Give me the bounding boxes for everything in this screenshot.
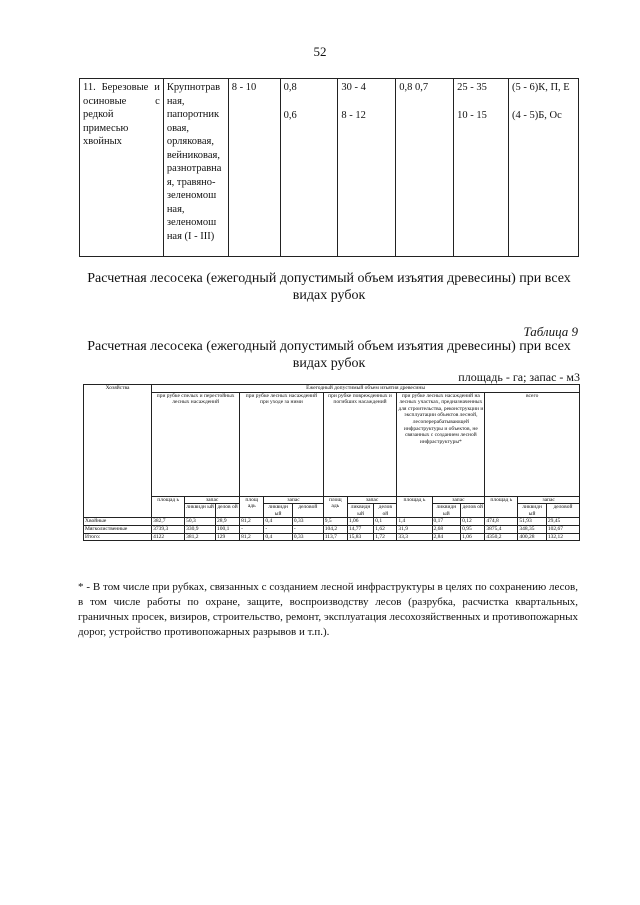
density-value-1: 0,8 [283, 82, 297, 93]
farm-cell: Итого: [84, 533, 152, 541]
data-cell: 113,7 [323, 533, 347, 541]
data-cell: 348,35 [518, 525, 547, 533]
col5-value-2: 8 - 12 [341, 109, 366, 121]
data-cell: 0,33 [292, 533, 323, 541]
data-cell: 1,4 [397, 518, 432, 526]
table-row [84, 533, 580, 541]
liquid-header: ликвидн ый [347, 504, 373, 518]
allowable-cut-table [83, 384, 580, 541]
group-infrastructure: при рубке лесных насаждений на лесных участках, предназначенных для строительства, реконструкции и эксплуатации объектов лесной, лесоперерабатывающей инфраструктуры и объектов, не связанных с созданием лесной инфраструктуры* [397, 392, 485, 496]
data-cell: 15,83 [347, 533, 373, 541]
table-label: Таблица 9 [523, 324, 578, 339]
liquid-header: ликвидн ый [518, 504, 547, 518]
business-header: делов ой [374, 504, 397, 518]
liquid-header: ликвидн ый [185, 504, 216, 518]
col6-cell [396, 79, 454, 257]
data-cell: 0,33 [292, 518, 323, 526]
continuation-table [79, 78, 579, 257]
age-cell [228, 79, 280, 257]
stock-header: запас [432, 496, 485, 504]
col5-cell [338, 79, 396, 257]
density-value-2: 0,6 [283, 109, 297, 121]
data-cell: 2,68 [432, 525, 461, 533]
data-cell: 0,4 [264, 533, 293, 541]
data-cell: 0,12 [461, 518, 485, 526]
composition-value-2: (4 - 5)Б, Ос [511, 109, 562, 121]
units-note: площадь - га; запас - м3 [458, 370, 580, 384]
business-header: делов ой [461, 504, 485, 518]
data-cell: 400,28 [518, 533, 547, 541]
data-cell: 0,1 [374, 518, 397, 526]
stand-group-name: 11. Березовые и осиновые с редкой примесью хвойных [80, 79, 164, 257]
footnote: * - В том числе при рубках, связанных с созданием лесной инфраструктуры в целях по сохранению лесов, в том числе работы по охране, защите, воспроизводству лесов (разрубка, расчистка квартальных, граничных просек, визиров, строительство, ремонт, эксплуатация лесохозяйственных и противопожарных дорог, устройство противопожарных разрывов и т.п.). [78, 581, 578, 638]
data-cell: 0,4 [264, 518, 293, 526]
forest-type-cell: Крупнотрав ная, папоротник овая, орляковая, вейниковая, разнотравна я, травяно-зеленомош ная, зеленомош ная (I - III) [163, 79, 228, 257]
data-cell: 0,17 [432, 518, 461, 526]
table-row [84, 525, 580, 533]
data-cell: 381,2 [185, 533, 216, 541]
data-cell: 104,2 [323, 525, 347, 533]
business-header: делов ой [215, 504, 239, 518]
area-header: площад ь [485, 496, 518, 518]
data-cell: - [292, 525, 323, 533]
data-cell: 81,2 [240, 518, 264, 526]
data-cell: 382,7 [152, 518, 185, 526]
business-header: деловой [292, 504, 323, 518]
page-number: 52 [313, 44, 327, 59]
header-row-2 [84, 392, 580, 496]
col5-value-1: 30 - 4 [341, 82, 366, 93]
data-cell: 3875,4 [485, 525, 518, 533]
liquid-header: ликвидн ый [264, 504, 293, 518]
stock-header: запас [264, 496, 323, 504]
group-total: всего [485, 392, 580, 496]
data-cell: 9,5 [323, 518, 347, 526]
data-cell: 102,67 [546, 525, 579, 533]
area-header: площ адь [240, 496, 264, 518]
data-cell: 28,9 [215, 518, 239, 526]
data-cell: 50,3 [185, 518, 216, 526]
data-cell: - [264, 525, 293, 533]
density-cell [280, 79, 338, 257]
data-cell: 3739,3 [152, 525, 185, 533]
group-damaged: при рубке поврежденных и погибших насаждений [323, 392, 397, 496]
data-cell: 31,9 [397, 525, 432, 533]
data-cell: 0,95 [461, 525, 485, 533]
area-header: площ адь [323, 496, 347, 518]
data-cell: 2,84 [432, 533, 461, 541]
data-cell: 29,45 [546, 518, 579, 526]
group-mature: при рубке спелых и перестойных лесных насаждений [152, 392, 240, 496]
data-cell: 1,06 [347, 518, 373, 526]
header-row-3 [84, 496, 580, 504]
farm-cell: Хвойные [84, 518, 152, 526]
area-header: площад ь [397, 496, 432, 518]
col7-value-2: 10 - 15 [457, 109, 487, 121]
data-cell: 4122 [152, 533, 185, 541]
farm-cell: Мягколиственные [84, 525, 152, 533]
area-header: площад ь [152, 496, 185, 518]
main-header: Ежегодный допустимый объем изъятия древесины [152, 385, 580, 393]
table-row [84, 518, 580, 526]
data-cell: 1,72 [374, 533, 397, 541]
group-thinning: при рубке лесных насаждений при уходе за ними [240, 392, 324, 496]
composition-cell [508, 79, 578, 257]
farm-header: Хозяйства [84, 385, 152, 518]
data-cell: - [240, 525, 264, 533]
section-heading: Расчетная лесосека (ежегодный допустимый объем изъятия древесины) при всех видах рубок [87, 271, 571, 303]
header-row-1 [84, 385, 580, 393]
table-row [80, 79, 579, 257]
data-cell: 330,9 [185, 525, 216, 533]
liquid-header: ликвидн ый [432, 504, 461, 518]
data-cell: 129 [215, 533, 239, 541]
data-cell: 33,3 [397, 533, 432, 541]
business-header: деловой [546, 504, 579, 518]
col6-value: 0,8 0,7 [399, 82, 429, 93]
stock-header: запас [347, 496, 396, 504]
data-cell: 51,93 [518, 518, 547, 526]
data-cell: 474,8 [485, 518, 518, 526]
stock-header: запас [518, 496, 580, 504]
data-cell: 132,12 [546, 533, 579, 541]
data-cell: 4350,2 [485, 533, 518, 541]
table-title: Расчетная лесосека (ежегодный допустимый объем изъятия древесины) при всех видах рубок [87, 339, 571, 371]
data-cell: 81,2 [240, 533, 264, 541]
col7-cell [454, 79, 509, 257]
data-cell: 14,77 [347, 525, 373, 533]
data-cell: 100,1 [215, 525, 239, 533]
data-cell: 1,06 [461, 533, 485, 541]
col7-value-1: 25 - 35 [457, 82, 487, 93]
stock-header: запас [185, 496, 240, 504]
composition-value-1: (5 - 6)К, П, Е [511, 82, 570, 93]
data-cell: 1,62 [374, 525, 397, 533]
age-value: 8 - 10 [231, 82, 257, 93]
